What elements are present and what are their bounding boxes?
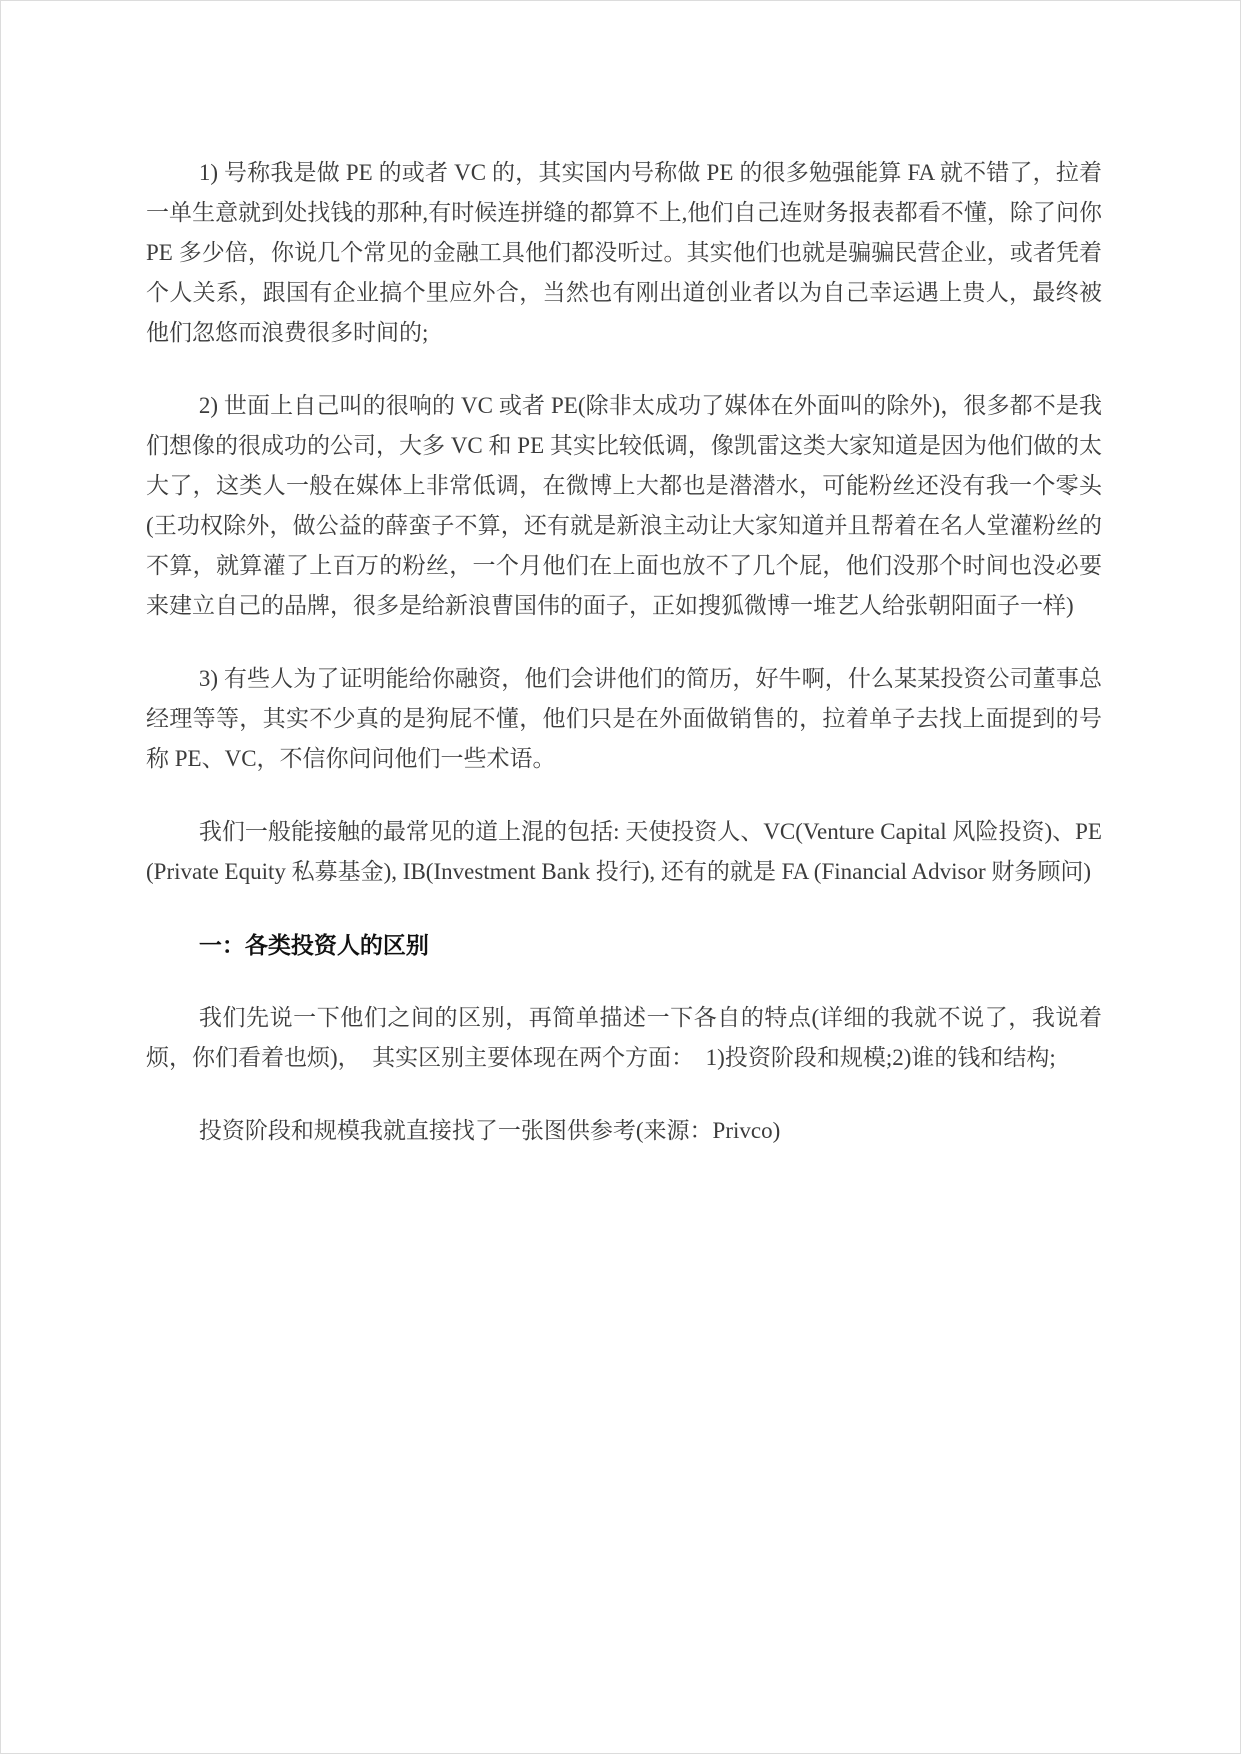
paragraph-5-two-differences: 我们先说一下他们之间的区别，再简单描述一下各自的特点(详细的我就不说了，我说着烦，你们看着也烦)， 其实区别主要体现在两个方面： 1)投资阶段和规模;2)谁的钱和结构;: [146, 1005, 1102, 1070]
paragraph-6-chart-reference: 投资阶段和规模我就直接找了一张图供参考(来源：Privco): [198, 1118, 781, 1143]
document-body: [146, 153, 1102, 1151]
paragraph-4-investor-types: 我们一般能接触的最常见的道上混的包括: 天使投资人、VC(Venture Capital 风险投资)、PE(Private Equity 私募基金), IB(Investment Bank 投行), 还有的就是 FA (Financial Advisor 财务顾问): [146, 819, 1102, 884]
paragraph-3-resume-boasting: 3) 有些人为了证明能给你融资，他们会讲他们的简历，好牛啊，什么某某投资公司董事总经理等等，其实不少真的是狗屁不懂，他们只是在外面做销售的，拉着单子去找上面提到的号称 PE、VC，不信你问问他们一些术语。: [146, 666, 1102, 771]
section-heading-investor-differences: 一：各类投资人的区别: [198, 932, 429, 958]
paragraph-2-famous-vc-pe: 2) 世面上自己叫的很响的 VC 或者 PE(除非太成功了媒体在外面叫的除外)，很多都不是我们想像的很成功的公司，大多 VC 和 PE 其实比较低调，像凯雷这类大家知道是因为他们做的太大了，这类人一般在媒体上非常低调，在微博上大都也是潜潜水，可能粉丝还没有我一个零头(王功权除外，做公益的薛蛮子不算，还有就是新浪主动让大家知道并且帮着在名人堂灌粉丝的不算，就算灌了上百万的粉丝，一个月他们在上面也放不了几个屁，他们没那个时间也没必要来建立自己的品牌，很多是给新浪曹国伟的面子，正如搜狐微博一堆艺人给张朝阳面子一样): [146, 393, 1102, 618]
paragraph-1-pe-vc-claims: 1) 号称我是做 PE 的或者 VC 的，其实国内号称做 PE 的很多勉强能算 FA 就不错了，拉着一单生意就到处找钱的那种,有时候连拼缝的都算不上,他们自己连财务报表都看不懂，除了问你 PE 多少倍，你说几个常见的金融工具他们都没听过。其实他们也就是骗骗民营企业，或者凭着个人关系，跟国有企业搞个里应外合，当然也有刚出道创业者以为自己幸运遇上贵人，最终被他们忽悠而浪费很多时间的;: [146, 160, 1102, 345]
